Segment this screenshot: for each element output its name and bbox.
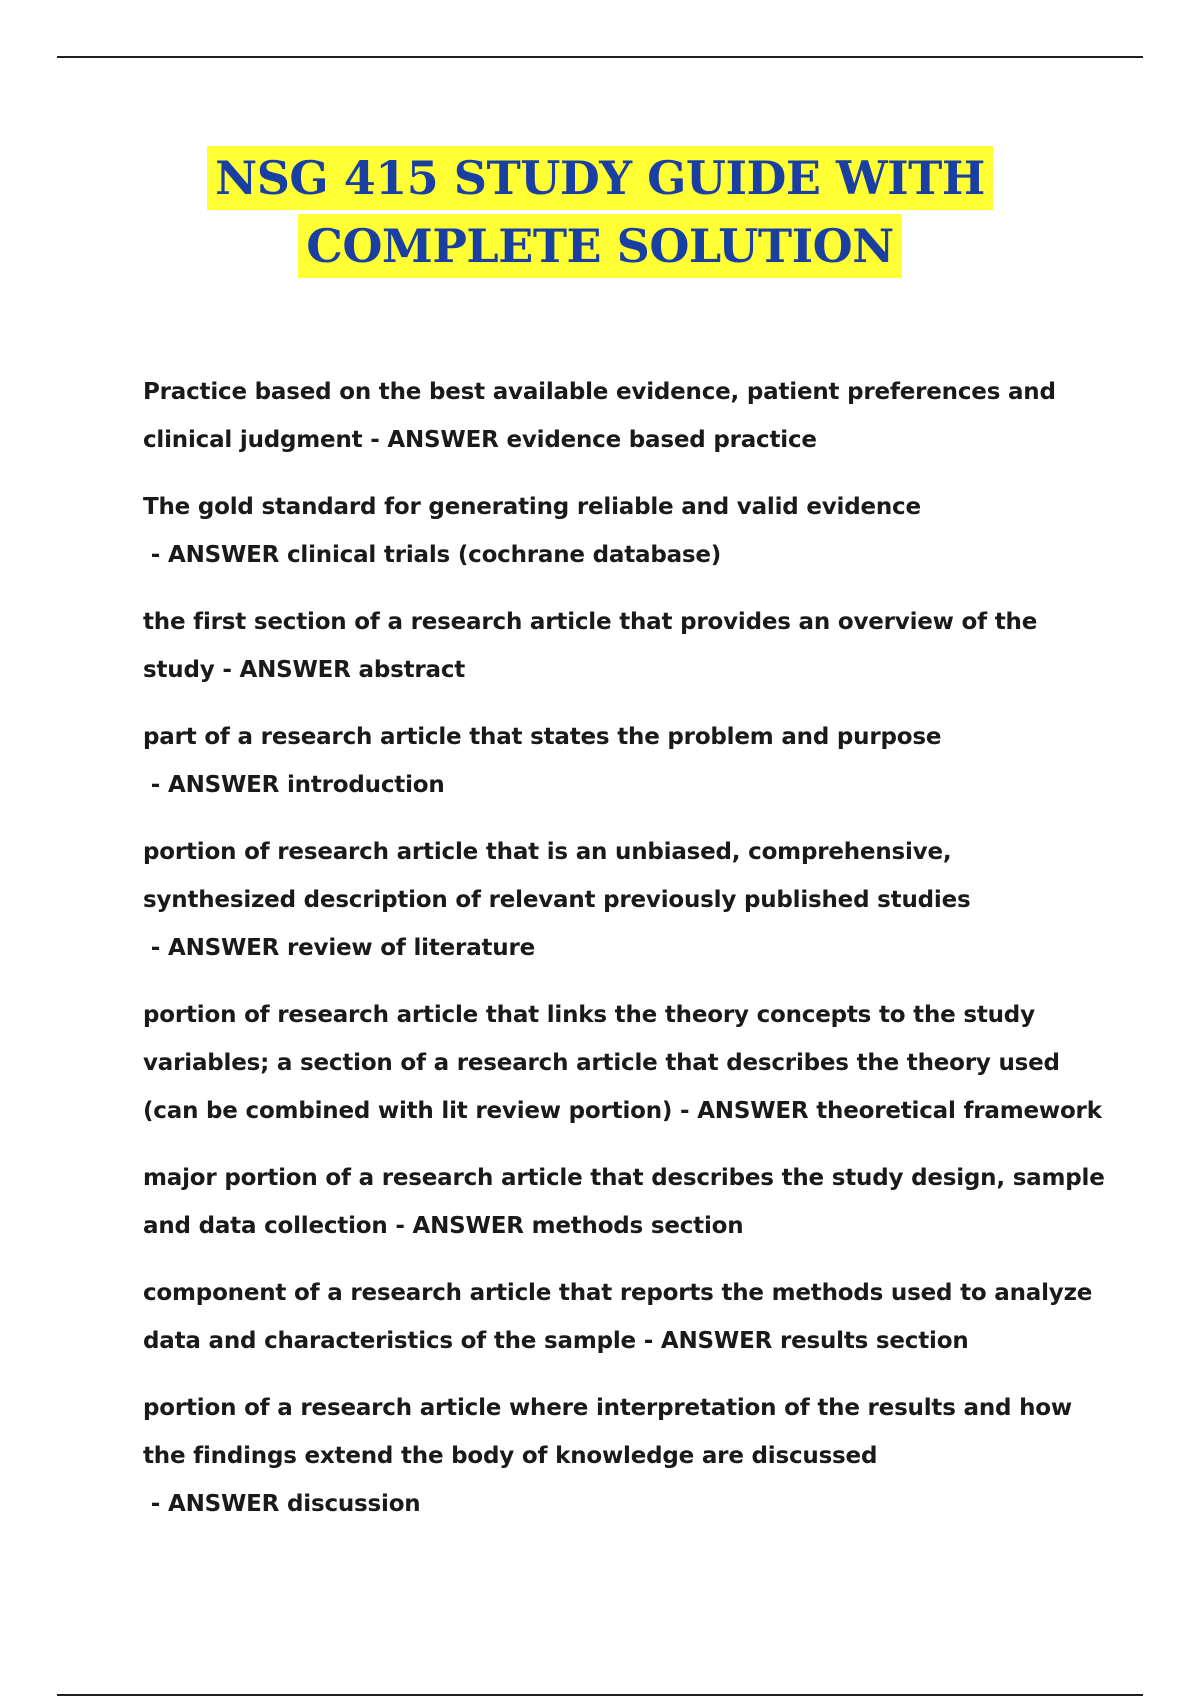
answer-label: ANSWER <box>697 1098 809 1124</box>
answer-label: ANSWER <box>167 935 280 961</box>
qa-item: The gold standard for generating reliable and valid evidence - ANSWER clinical trials (cochrane database) <box>143 494 921 568</box>
qa-item: Practice based on the best available evidence, patient preferences and clinical judgment - ANSWER evidence based practice <box>143 379 1056 453</box>
qa-item: part of a research article that states the problem and purpose - ANSWER introduction <box>143 724 942 798</box>
title-line-2: COMPLETE SOLUTION <box>298 214 902 278</box>
question-text: major portion of a research article that describes the study design, sample and data collection <box>143 1165 1105 1239</box>
answer-label: ANSWER <box>239 657 351 683</box>
answer-text: abstract <box>358 657 466 683</box>
answer-label: ANSWER <box>167 542 280 568</box>
answer-text: methods section <box>531 1213 744 1239</box>
answer-label: ANSWER <box>167 772 280 798</box>
answer-text: review of literature <box>287 935 536 961</box>
top-rule <box>57 56 1143 58</box>
answer-label: ANSWER <box>660 1328 773 1354</box>
question-text: portion of research article that links the theory concepts to the study variables; a section of a research article that describes the theory used (can be combined with lit review portion) <box>143 1002 1060 1124</box>
question-text: portion of research article that is an unbiased, comprehensive, synthesized description of relevant previously published studies <box>143 839 971 913</box>
qa-item: portion of a research article where interpretation of the results and how the findings extend the body of knowledge are discussed - ANSWER discussion <box>143 1395 1072 1517</box>
qa-item: portion of research article that links the theory concepts to the study variables; a section of a research article that describes the theory used (can be combined with lit review portion) - ANSWER theoretical framework <box>143 1002 1102 1124</box>
qa-list <box>143 368 1108 1547</box>
answer-label: ANSWER <box>387 427 499 453</box>
answer-text: clinical trials (cochrane database) <box>287 542 722 568</box>
answer-label: ANSWER <box>167 1491 280 1517</box>
bottom-rule <box>57 1694 1143 1696</box>
question-text: Practice based on the best available evidence, patient preferences and clinical judgment <box>143 379 1056 453</box>
qa-item: portion of research article that is an unbiased, comprehensive, synthesized description of relevant previously published studies - ANSWER review of literature <box>143 839 971 961</box>
answer-text: evidence based practice <box>506 427 817 453</box>
qa-item: the first section of a research article that provides an overview of the study - ANSWER abstract <box>143 609 1038 683</box>
question-text: part of a research article that states the problem and purpose <box>143 724 942 750</box>
question-text: The gold standard for generating reliable and valid evidence <box>143 494 921 520</box>
answer-label: ANSWER <box>412 1213 524 1239</box>
title-line-1: NSG 415 STUDY GUIDE WITH <box>207 146 993 210</box>
question-text: portion of a research article where interpretation of the results and how the findings extend the body of knowledge are discussed <box>143 1395 1072 1469</box>
document-title <box>0 146 1200 282</box>
qa-item: component of a research article that reports the methods used to analyze data and characteristics of the sample - ANSWER results section <box>143 1280 1093 1354</box>
question-text: component of a research article that reports the methods used to analyze data and characteristics of the sample <box>143 1280 1093 1354</box>
question-text: the first section of a research article that provides an overview of the study <box>143 609 1038 683</box>
answer-text: results section <box>779 1328 969 1354</box>
answer-text: discussion <box>287 1491 421 1517</box>
qa-item: major portion of a research article that describes the study design, sample and data collection - ANSWER methods section <box>143 1165 1105 1239</box>
answer-text: introduction <box>287 772 445 798</box>
answer-text: theoretical framework <box>816 1098 1102 1124</box>
